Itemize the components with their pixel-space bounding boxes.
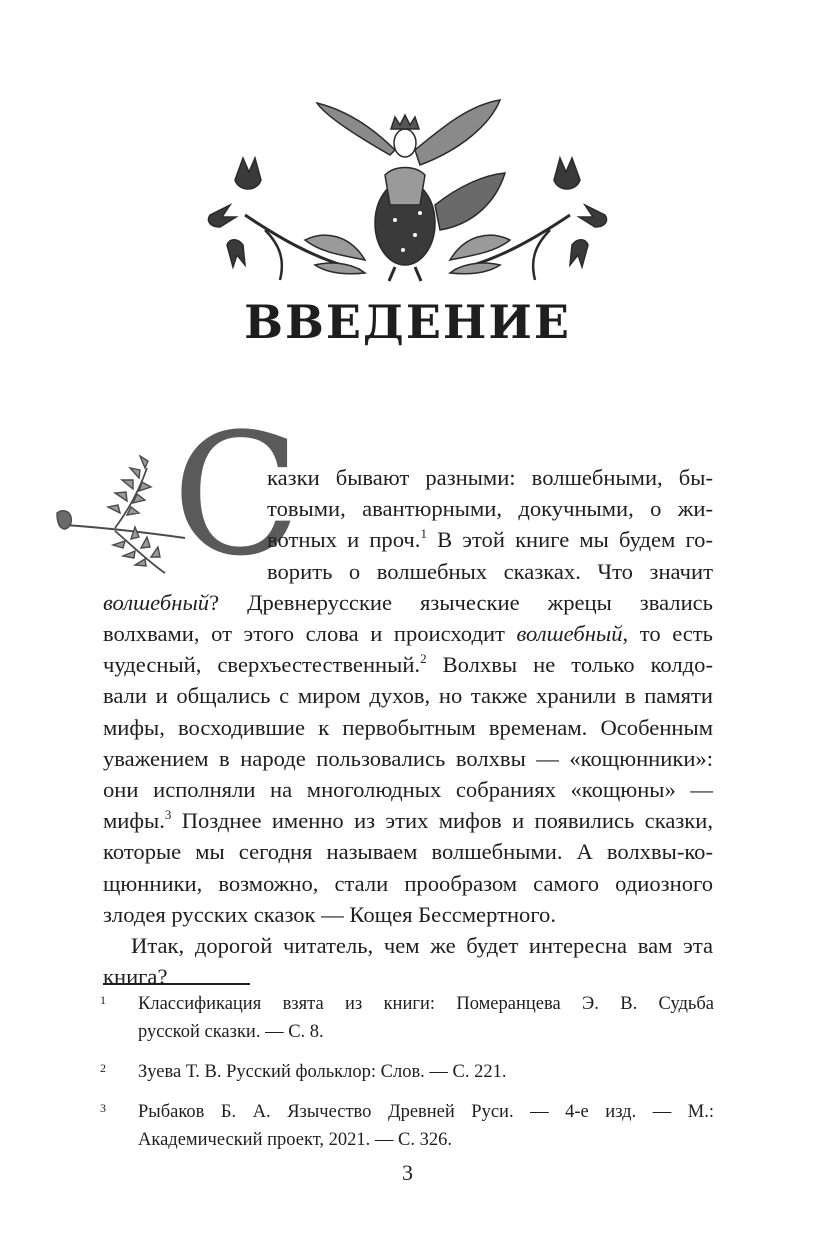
left-tulip-branch-icon (208, 158, 365, 280)
footnote-line: русской сказки. — С. 8. (138, 1022, 324, 1042)
text-line: уважением в народе пользовались волхвы — «кощюнники»: (103, 745, 713, 771)
text-line: они исполняли на многолюдных собраниях «кощюны» — (103, 777, 713, 803)
drop-cap-letter: С (172, 397, 301, 593)
body-text (103, 462, 713, 992)
sirin-bird-ornament-icon (205, 95, 610, 290)
text-line: которые мы сегодня называем волшебными. А волхвы-ко- (103, 839, 713, 865)
footnote-line: Академический проект, 2021. — С. 326. (138, 1130, 452, 1150)
text-line: вали и общались с миром духов, но также хранили в памяти (103, 683, 713, 709)
italic-term: волшебный (516, 621, 623, 647)
chapter-title: ВВЕДЕНИЕ (244, 295, 571, 349)
text-line: злодея русских сказок — Кощея Бессмертного. (103, 901, 556, 927)
text-line: щюнники, возможно, стали прообразом самого одиозного (103, 870, 713, 896)
text-line: товыми, авантюрными, докучными, о жи- (267, 496, 713, 522)
footnote-ref[interactable]: 1 (420, 526, 427, 542)
text-run: вотных и проч. (267, 527, 421, 553)
footnote-text (138, 1058, 714, 1086)
text-run: волхвами, от этого слова и происходит (103, 621, 517, 647)
text-line (103, 618, 713, 649)
footnote-line: Зуева Т. В. Русский фольклор: Слов. — С. 221. (138, 1062, 507, 1082)
footnote-number: 3 (100, 1101, 106, 1115)
italic-term: волшебный (103, 589, 210, 615)
footnote-number: 2 (100, 1061, 106, 1075)
text-run: чудесный, сверхъестественный. (103, 652, 421, 678)
text-line: казки бывают разными: волшебными, бы- (267, 465, 713, 490)
text-line (103, 649, 713, 680)
footnote-1 (100, 990, 714, 1046)
text-line (103, 524, 713, 555)
text-run: мифы. (103, 808, 165, 834)
footnote-text (138, 1098, 714, 1154)
footnote-divider (103, 983, 250, 985)
text-line: книга? (103, 964, 168, 990)
text-line: Итак, дорогой читатель, чем же будет интересна вам эта (131, 933, 713, 959)
text-run: Волхвы не только колдо- (426, 652, 714, 678)
footnote-number: 1 (100, 993, 106, 1007)
footnote-2 (100, 1058, 714, 1086)
text-run: В этой книге мы будем го- (426, 527, 713, 553)
footnote-line: Классификация взята из книги: Померанцева Э. В. Судьба (138, 994, 714, 1014)
text-line (103, 805, 713, 836)
footnotes (100, 990, 714, 1166)
footnote-ref[interactable]: 2 (420, 651, 427, 667)
right-tulip-branch-icon (450, 158, 607, 280)
footnote-text (138, 990, 714, 1046)
text-run: Позднее именно из этих мифов и появились сказки, (171, 808, 713, 834)
footnote-ref[interactable]: 3 (164, 807, 172, 823)
text-line: ворить о волшебных сказках. Что значит (267, 558, 713, 584)
paragraph-1 (103, 462, 713, 930)
footnote-3 (100, 1098, 714, 1154)
text-line: мифы, восходившие к первобытным временам. Особенным (103, 714, 713, 740)
text-run: ? Древнерусские языческие жрецы звались (209, 589, 713, 615)
text-line (103, 587, 713, 618)
text-run: , то есть (622, 621, 713, 647)
footnote-line: Рыбаков Б. А. Язычество Древней Руси. — 4-е изд. — М.: (138, 1102, 714, 1122)
page-number: 3 (402, 1160, 413, 1185)
